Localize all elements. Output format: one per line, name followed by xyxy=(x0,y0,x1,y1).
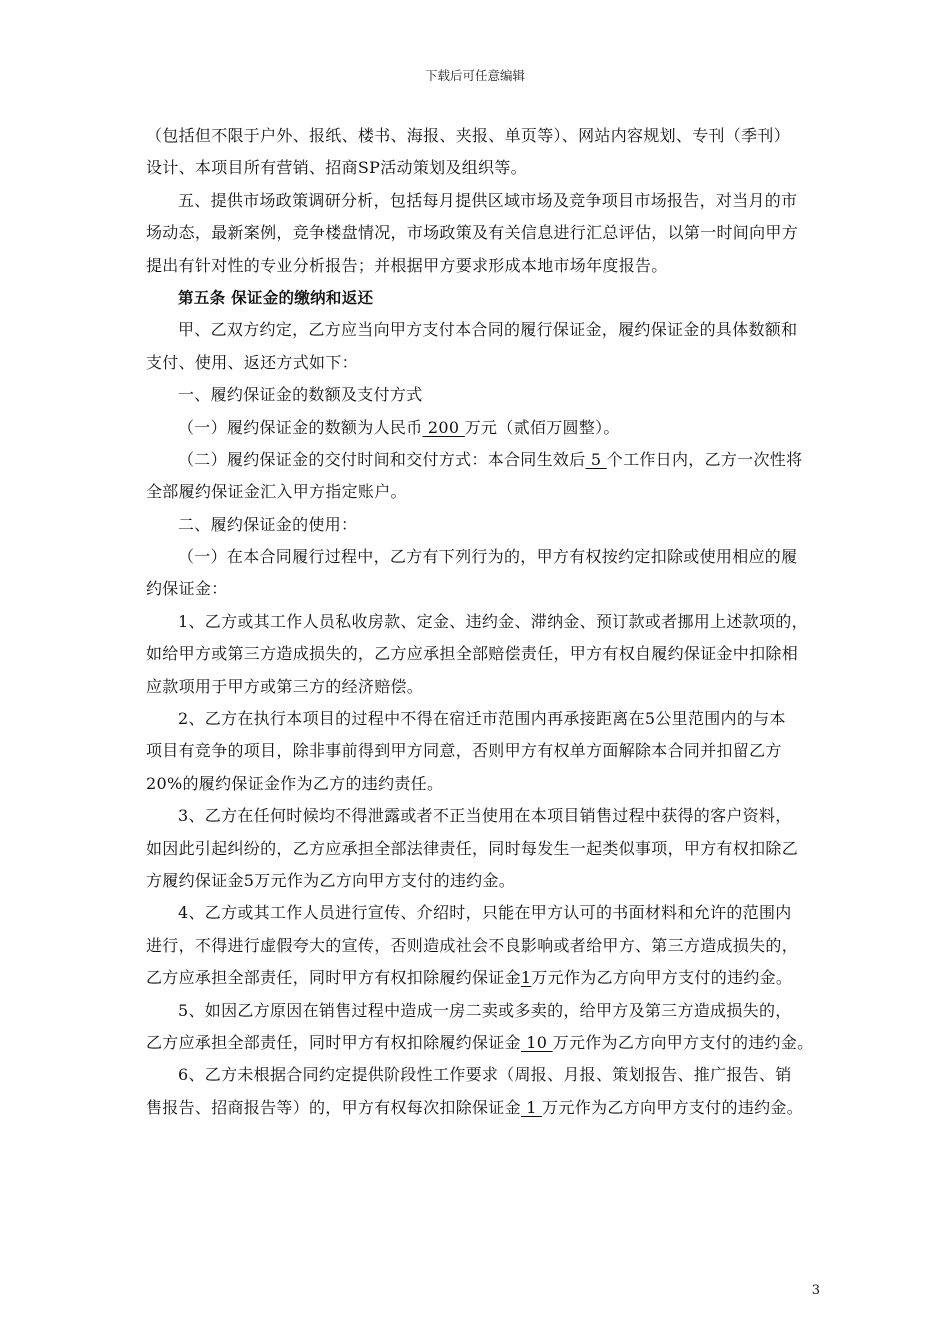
paragraph-line: 如给甲方或第三方造成损失的，乙方应承担全部赔偿责任，甲方有权自履约保证金中扣除相 xyxy=(146,644,799,664)
paragraph-line: 4、乙方或其工作人员进行宣传、介绍时，只能在甲方认可的书面材料和允许的范围内 xyxy=(178,903,792,923)
line-text: （一）履约保证金的数额为人民币 xyxy=(178,417,423,437)
paragraph-line: 提出有针对性的专业分析报告；并根据甲方要求形成本地市场年度报告。 xyxy=(146,255,668,275)
line-text: 个工作日内，乙方一次性将 xyxy=(606,449,803,469)
paragraph-line: 方履约保证金5万元作为乙方向甲方支付的违约金。 xyxy=(146,870,516,890)
paragraph-line: 应款项用于甲方或第三方的经济赔偿。 xyxy=(146,676,424,696)
line-text: 万元作为乙方向甲方支付的违约金。 xyxy=(531,968,793,988)
penalty-amount: 1 xyxy=(520,1097,543,1117)
paragraph-line: 场动态，最新案例，竞争楼盘情况，市场政策及有关信息进行汇总评估，以第一时间向甲方 xyxy=(146,223,799,243)
paragraph-line: 5、如因乙方原因在销售过程中造成一房二卖或多卖的，给甲方及第三方造成损失的， xyxy=(178,1000,792,1020)
paragraph-line xyxy=(146,412,822,444)
deposit-amount: 200 xyxy=(422,417,465,437)
paragraph-line: 五、提供市场政策调研分析，包括每月提供区域市场及竞争项目市场报告，对当月的市 xyxy=(178,190,798,210)
paragraph-line: 项目有竞争的项目，除非事前得到甲方同意，否则甲方有权单方面解除本合同并扣留乙方 xyxy=(146,741,782,761)
working-days: 5 xyxy=(585,449,607,469)
line-text: 万元（贰佰万圆整）。 xyxy=(464,417,620,437)
line-text: 乙方应承担全部责任，同时甲方有权扣除履约保证金 xyxy=(146,1032,521,1052)
line-text: 万元作为乙方向甲方支付的违约金。 xyxy=(542,1097,803,1117)
page-header: 下载后可任意编辑 xyxy=(424,68,525,83)
paragraph-line: 如因此引起纠纷的，乙方应承担全部法律责任，同时每发生一起类似事项，甲方有权扣除乙 xyxy=(146,838,799,858)
paragraph-line: 1、乙方或其工作人员私收房款、定金、违约金、滞纳金、预订款或者挪用上述款项的， xyxy=(178,611,808,631)
penalty-amount: 1 xyxy=(520,968,532,988)
page-number: 3 xyxy=(811,1283,820,1298)
paragraph-line: （一）在本合同履行过程中，乙方有下列行为的，甲方有权按约定扣除或使用相应的履 xyxy=(178,547,798,567)
paragraph-line: 一、履约保证金的数额及支付方式 xyxy=(178,385,423,405)
section-heading: 第五条 保证金的缴纳和返还 xyxy=(178,288,374,307)
paragraph-line: 约保证金： xyxy=(146,579,228,599)
paragraph-line: 甲、乙双方约定，乙方应当向甲方支付本合同的履行保证金，履约保证金的具体数额和 xyxy=(178,320,798,340)
paragraph-line: 支付、使用、返还方式如下： xyxy=(146,352,358,372)
paragraph-line: 设计、本项目所有营销、招商SP活动策划及组织等。 xyxy=(146,158,527,178)
paragraph-line: 20%的履约保证金作为乙方的违约责任。 xyxy=(146,773,444,793)
paragraph-line: 进行，不得进行虚假夸大的宣传，否则造成社会不良影响或者给甲方、第三方造成损失的， xyxy=(146,935,799,955)
line-text: 售报告、招商报告等）的，甲方有权每次扣除保证金 xyxy=(146,1097,521,1117)
paragraph-line: 全部履约保证金汇入甲方指定账户。 xyxy=(146,482,407,502)
paragraph-line: （包括但不限于户外、报纸、楼书、海报、夹报、单页等）、网站内容规划、专刊（季刊） xyxy=(146,126,791,145)
paragraph-line: 6、乙方未根据合同约定提供阶段性工作要求（周报、月报、策划报告、推广报告、销 xyxy=(178,1065,792,1085)
paragraph-line xyxy=(146,444,822,476)
line-text: 万元作为乙方向甲方支付的违约金。 xyxy=(552,1032,814,1052)
paragraph-line: 3、乙方在任何时候均不得泄露或者不正当使用在本项目销售过程中获得的客户资料， xyxy=(178,806,792,826)
penalty-amount: 10 xyxy=(520,1032,553,1052)
paragraph-line: 2、乙方在执行本项目的过程中不得在宿迁市范围内再承接距离在5公里范围内的与本 xyxy=(178,709,786,729)
paragraph-line xyxy=(146,1027,822,1059)
line-text: 乙方应承担全部责任，同时甲方有权扣除履约保证金 xyxy=(146,968,521,988)
paragraph-line xyxy=(146,1092,822,1124)
line-text: （二）履约保证金的交付时间和交付方式：本合同生效后 xyxy=(178,449,586,469)
paragraph-line: 二、履约保证金的使用： xyxy=(178,514,358,534)
paragraph-line xyxy=(146,962,822,994)
document-body xyxy=(146,120,822,1124)
